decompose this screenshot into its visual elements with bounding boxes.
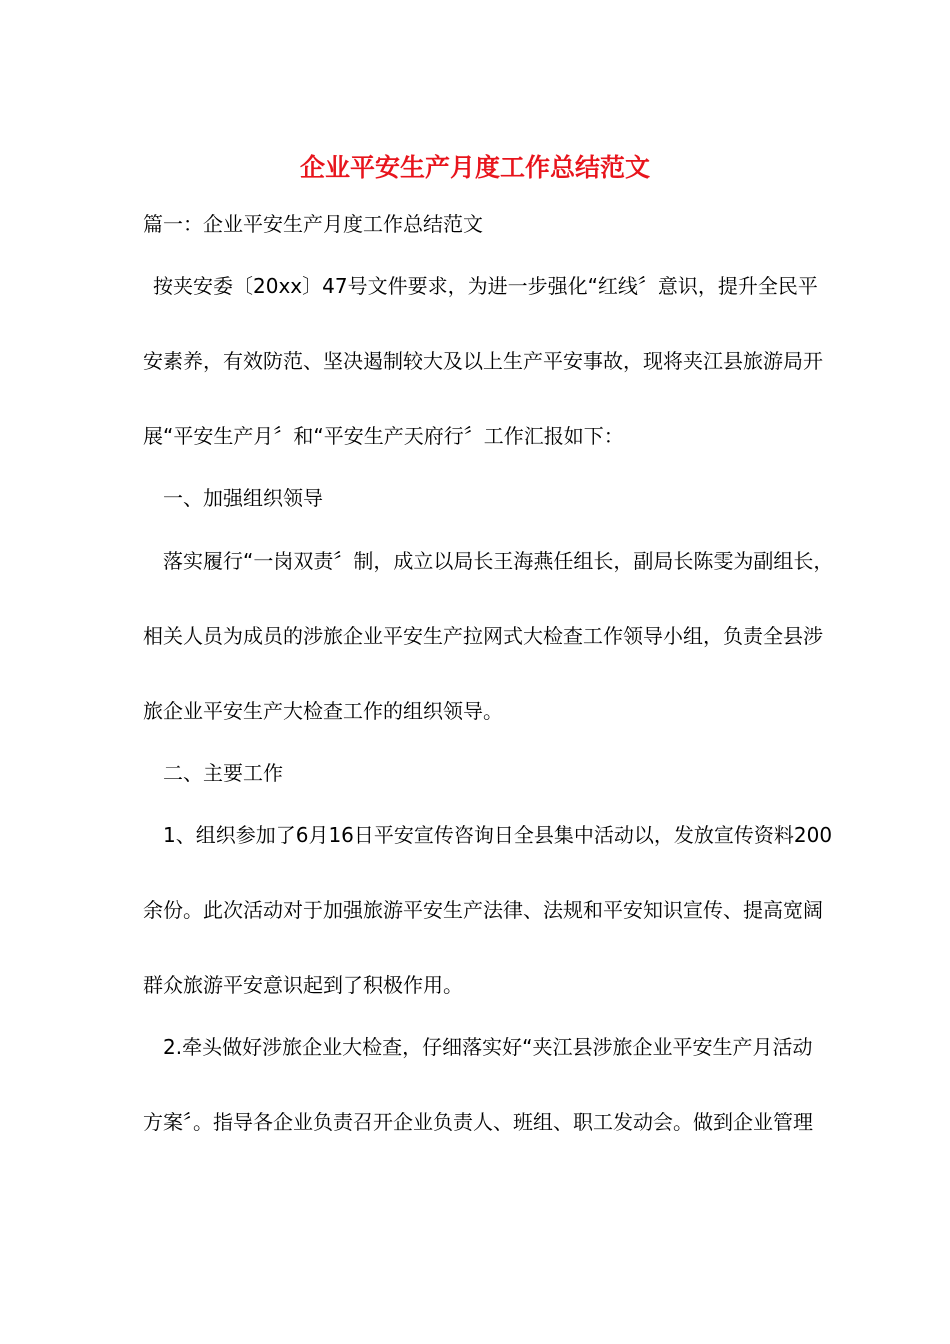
section-heading: 二、主要工作 xyxy=(163,761,283,785)
paragraph-line: 方案〞。指导各企业负责召开企业负责人、班组、职工发动会。做到企业管理 xyxy=(143,1110,813,1134)
document-title: 企业平安生产月度工作总结范文 xyxy=(299,153,650,182)
paragraph-line: 旅企业平安生产大检查工作的组织领导。 xyxy=(143,699,503,723)
paragraph-line: 群众旅游平安意识起到了积极作用。 xyxy=(143,973,463,997)
paragraph-line: 余份。此次活动对于加强旅游平安生产法律、法规和平安知识宣传、提高宽阔 xyxy=(143,898,823,922)
paragraph-line: 相关人员为成员的涉旅企业平安生产拉网式大检查工作领导小组，负责全县涉 xyxy=(143,624,823,648)
paragraph-line: 落实履行“一岗双责〞制，成立以局长王海燕任组长，副局长陈雯为副组长， xyxy=(163,549,834,573)
document-subtitle: 篇一：企业平安生产月度工作总结范文 xyxy=(143,212,483,236)
section-heading: 一、加强组织领导 xyxy=(163,486,323,510)
paragraph-line: 安素养，有效防范、坚决遏制较大及以上生产平安事故，现将夹江县旅游局开 xyxy=(143,349,823,373)
paragraph-line: 展“平安生产月〞和“平安生产天府行〞工作汇报如下： xyxy=(143,424,624,448)
paragraph-line: 2.牵头做好涉旅企业大检查，仔细落实好“夹江县涉旅企业平安生产月活动 xyxy=(163,1035,813,1059)
paragraph-line: 1、组织参加了6月16日平安宣传咨询日全县集中活动以，发放宣传资料200 xyxy=(163,823,833,847)
paragraph-line: 按夹安委〔20xx〕47号文件要求，为进一步强化“红线〞意识，提升全民平 xyxy=(153,274,818,298)
